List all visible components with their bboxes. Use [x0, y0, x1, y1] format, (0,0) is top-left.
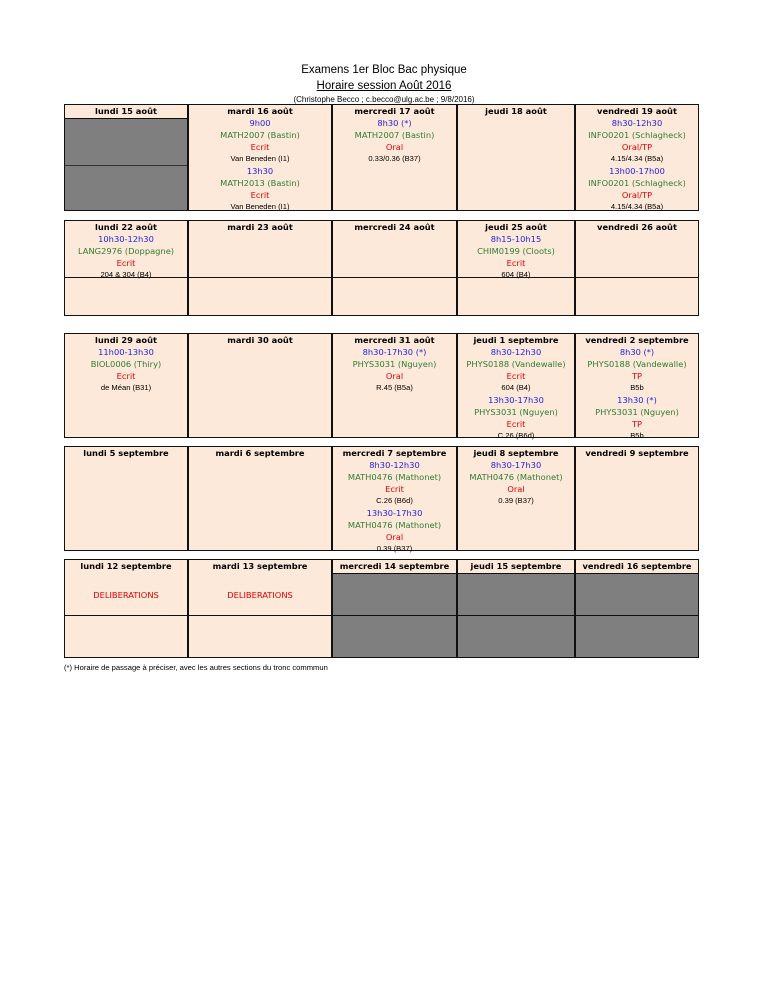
exam-mode: Ecrit [116, 371, 136, 381]
exam-room: 0.39 (B37) [376, 544, 413, 553]
day-cell [64, 220, 188, 316]
exam-time: 8h15-10h15 [490, 234, 542, 244]
day-cell [575, 446, 699, 551]
exam-room: Van Beneden (I1) [230, 202, 290, 211]
day-header: jeudi 8 septembre [473, 448, 559, 458]
exam-mode: Ecrit [506, 371, 526, 381]
exam-mode: TP [631, 371, 643, 381]
exam-room: 0.33/0.36 (B37) [368, 154, 421, 163]
day-header: jeudi 25 août [485, 222, 547, 232]
day-cell [188, 220, 332, 316]
exam-course: INFO0201 (Schlagheck) [588, 130, 686, 140]
day-header: vendredi 16 septembre [582, 561, 692, 571]
exam-course: PHYS3031 (Nguyen) [352, 359, 437, 369]
exam-mode: Oral/TP [621, 190, 653, 200]
exam-time: 13h30 [246, 166, 274, 176]
deliberations-label: DELIBERATIONS [227, 590, 293, 600]
day-header: jeudi 1 septembre [473, 335, 559, 345]
day-cell [332, 104, 457, 211]
day-cell [575, 559, 699, 658]
exam-time: 10h30-12h30 [98, 234, 154, 244]
day-header: lundi 22 août [95, 222, 157, 232]
exam-time: 8h30-17h30 (*) [362, 347, 427, 357]
exam-mode: Ecrit [116, 258, 136, 268]
row-divider [189, 277, 331, 278]
day-cell [575, 220, 699, 316]
exam-mode: TP [631, 419, 643, 429]
exam-room: 204 & 304 (B4) [100, 270, 152, 279]
exam-time: 13h00-17h00 [609, 166, 665, 176]
exam-course: LANG2976 (Doppagne) [77, 246, 175, 256]
exam-course: PHYS0188 (Vandewalle) [587, 359, 687, 369]
day-header: lundi 12 septembre [80, 561, 172, 571]
empty-band [65, 616, 187, 657]
day-cell [64, 333, 188, 438]
exam-time: 8h30-12h30 [490, 347, 542, 357]
day-header: jeudi 15 septembre [470, 561, 562, 571]
exam-mode: Ecrit [506, 258, 526, 268]
exam-time: 13h30 (*) [617, 395, 657, 405]
row-divider [576, 615, 698, 616]
day-header: vendredi 2 septembre [585, 335, 689, 345]
day-header: mercredi 7 septembre [342, 448, 447, 458]
day-header: mardi 16 août [227, 106, 293, 116]
exam-course: MATH0476 (Mathonet) [347, 520, 442, 530]
exam-mode: Ecrit [250, 190, 270, 200]
row-divider [458, 615, 574, 616]
day-cell [457, 104, 575, 211]
row-divider [65, 165, 187, 166]
exam-time: 8h30-12h30 [369, 460, 420, 470]
exam-course: MATH0476 (Mathonet) [469, 472, 563, 482]
day-cell [575, 104, 699, 211]
day-cell [332, 446, 457, 551]
exam-mode: Oral [385, 532, 404, 542]
author-credit: (Christophe Becco ; c.becco@ulg.ac.be ; 9/8/2016) [293, 95, 475, 104]
exam-course: CHIM0199 (Cloots) [477, 246, 555, 256]
exam-course: PHYS3031 (Nguyen) [474, 407, 558, 417]
row-divider [576, 277, 698, 278]
day-header: lundi 5 septembre [83, 448, 169, 458]
exam-course: INFO0201 (Schlagheck) [588, 178, 686, 188]
day-cell [575, 333, 699, 438]
exam-course: MATH2013 (Bastin) [220, 178, 300, 188]
exam-room: 0.39 (B37) [498, 496, 534, 505]
exam-mode: Oral/TP [621, 142, 653, 152]
exam-room: 4.15/4.34 (B5a) [610, 154, 664, 163]
document-subtitle: Horaire session Août 2016 [316, 80, 452, 92]
row-divider [333, 573, 456, 574]
day-header: mardi 23 août [227, 222, 293, 232]
exam-course: MATH2007 (Bastin) [220, 130, 300, 140]
day-header: vendredi 9 septembre [585, 448, 689, 458]
exam-course: MATH2007 (Bastin) [354, 130, 435, 140]
day-cell [332, 333, 457, 438]
exam-room: de Méan (B31) [100, 383, 152, 392]
exam-room: 604 (B4) [501, 383, 531, 392]
day-cell [64, 559, 188, 658]
exam-course: MATH0476 (Mathonet) [347, 472, 442, 482]
footnote: (*) Horaire de passage à préciser, avec les autres sections du tronc commmun [64, 663, 328, 672]
exam-time: 13h30-17h30 [366, 508, 423, 518]
exam-time: 13h30-17h30 [488, 395, 544, 405]
day-header: mercredi 14 septembre [339, 561, 450, 571]
day-header: mardi 13 septembre [212, 561, 308, 571]
row-divider [333, 615, 456, 616]
day-cell [64, 446, 188, 551]
document-title: Examens 1er Bloc Bac physique [301, 64, 467, 76]
exam-room: 604 (B4) [501, 270, 531, 279]
day-cell [188, 333, 332, 438]
day-header: mercredi 31 août [354, 335, 435, 345]
day-header: mardi 30 août [227, 335, 293, 345]
day-header: mercredi 24 août [354, 222, 435, 232]
exam-time: 8h30 (*) [377, 118, 412, 128]
day-header: mercredi 17 août [354, 106, 435, 116]
day-cell [332, 559, 457, 658]
day-cell [457, 559, 575, 658]
day-header: mardi 6 septembre [215, 448, 305, 458]
exam-mode: Oral [507, 484, 525, 494]
day-header: jeudi 18 août [485, 106, 547, 116]
row-divider [576, 573, 698, 574]
exam-time: 8h30-17h30 [490, 460, 542, 470]
exam-time: 8h30 (*) [619, 347, 655, 357]
exam-course: PHYS0188 (Vandewalle) [466, 359, 566, 369]
exam-mode: Ecrit [506, 419, 526, 429]
exam-room: C.26 (B6d) [497, 431, 535, 440]
exam-time: 11h00-13h30 [98, 347, 154, 357]
exam-room: R.45 (B5a) [376, 383, 413, 392]
day-cell [332, 220, 457, 316]
exam-mode: Oral [385, 142, 404, 152]
day-cell [188, 446, 332, 551]
day-cell [188, 104, 332, 211]
deliberations-label: DELIBERATIONS [93, 590, 159, 600]
day-cell [64, 104, 188, 211]
exam-room: C.26 (B6d) [376, 496, 413, 505]
day-cell [457, 446, 575, 551]
exam-course: BIOL0006 (Thiry) [90, 359, 162, 369]
exam-room: 4.15/4.34 (B5a) [610, 202, 664, 211]
exam-course: PHYS3031 (Nguyen) [595, 407, 679, 417]
exam-room: Van Beneden (I1) [230, 154, 290, 163]
empty-band [189, 616, 331, 657]
exam-room: B5b [630, 383, 644, 392]
exam-mode: Oral [385, 371, 404, 381]
day-cell [188, 559, 332, 658]
exam-time: 8h30-12h30 [611, 118, 663, 128]
exam-time: 9h00 [249, 118, 271, 128]
exam-mode: Ecrit [385, 484, 404, 494]
exam-mode: Ecrit [250, 142, 270, 152]
day-header: lundi 29 août [95, 335, 157, 345]
exam-room: B5b [630, 431, 644, 440]
row-divider [458, 573, 574, 574]
row-divider [333, 277, 456, 278]
day-cell [457, 333, 575, 438]
day-header: lundi 15 août [95, 106, 157, 116]
day-cell [457, 220, 575, 316]
day-header: vendredi 19 août [597, 106, 677, 116]
day-header: vendredi 26 août [597, 222, 677, 232]
